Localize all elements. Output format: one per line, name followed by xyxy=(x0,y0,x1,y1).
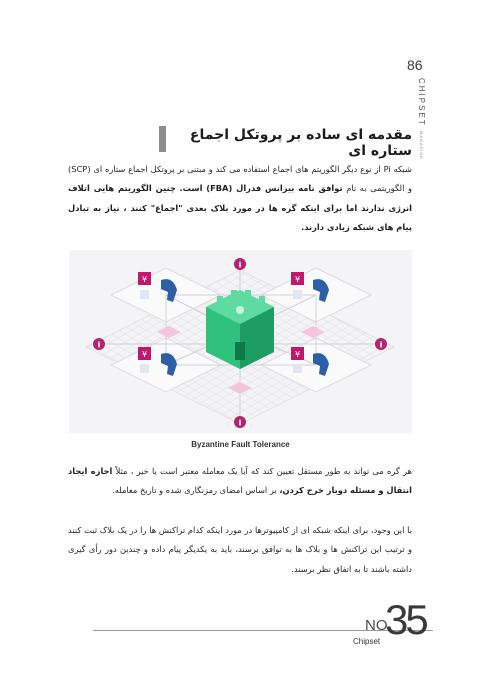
svg-text:¥: ¥ xyxy=(294,275,301,284)
svg-text:i: i xyxy=(97,340,101,350)
issue-number: 35 xyxy=(385,596,426,643)
footer-logo: Chipset xyxy=(353,637,381,646)
issue-no-label: NO. xyxy=(365,617,392,634)
paragraph-intro xyxy=(68,160,412,238)
page-number: 86 xyxy=(407,57,423,73)
figure-caption: Byzantine Fault Tolerance xyxy=(191,440,290,449)
validation-bold: اجازه ایجاد انتقال و مسئله دوبار خرج کردن، xyxy=(68,466,412,496)
section-title: مقدمه ای ساده بر پروتکل اجماع ستاره ای xyxy=(189,127,412,159)
paragraph-validation xyxy=(68,462,412,501)
intro-text: شبکه Pi از نوع دیگر الگوریتم های اجماع استفاده می کند و مبتنی بر پروتکل اجماع ستاره ای (SCP) و الگوریتمی به نام xyxy=(68,164,412,194)
magazine-name: CHIPSET xyxy=(417,78,426,127)
title-marker xyxy=(159,126,166,152)
bft-illustration xyxy=(69,250,412,433)
svg-text:¥: ¥ xyxy=(141,275,148,284)
info-icon xyxy=(234,416,246,428)
validation-text: هر گره می تواند به طور مستقل تعیین کند که آیا یک معامله معتبر است یا خیر ، مثلاً xyxy=(112,466,412,476)
intro-bold-fba: توافق نامه بیزانس فدرال (FBA) است. xyxy=(179,183,343,194)
info-icon xyxy=(375,338,387,350)
intro-bold-consensus: چنین الگوریتم هایی اتلاف انرژی ندارند اما برای اینکه گره ها در مورد بلاک بعدی "اجماع" کنند ، نیاز به تبادل پیام های شبکه زیادی دارند. xyxy=(68,183,412,233)
paragraph-voting: با این وجود، برای اینکه شبکه ای از کامپیوترها در مورد اینکه کدام تراکنش ها را در یک بلاک ثبت کنند و ترتیب این تراکنش ها و بلاک ها به توافق برسند، باید به یکدیگر پیام داده و چندین دور رأی گیری داشته باشند تا به اتفاق نظر برسند. xyxy=(68,525,412,574)
validation-text-end: بر اساس امضای رمزنگاری شده و تاریخ معامله. xyxy=(112,485,280,496)
svg-text:¥: ¥ xyxy=(141,350,148,359)
svg-text:i: i xyxy=(238,418,242,428)
svg-text:i: i xyxy=(379,340,383,350)
svg-text:¥: ¥ xyxy=(294,350,301,359)
info-icon xyxy=(234,258,246,270)
magazine-sub: MAGAZINE xyxy=(419,130,424,160)
svg-text:i: i xyxy=(238,260,242,270)
magazine-side-label xyxy=(417,78,426,160)
info-icon xyxy=(93,338,105,350)
bft-figure xyxy=(69,250,412,433)
